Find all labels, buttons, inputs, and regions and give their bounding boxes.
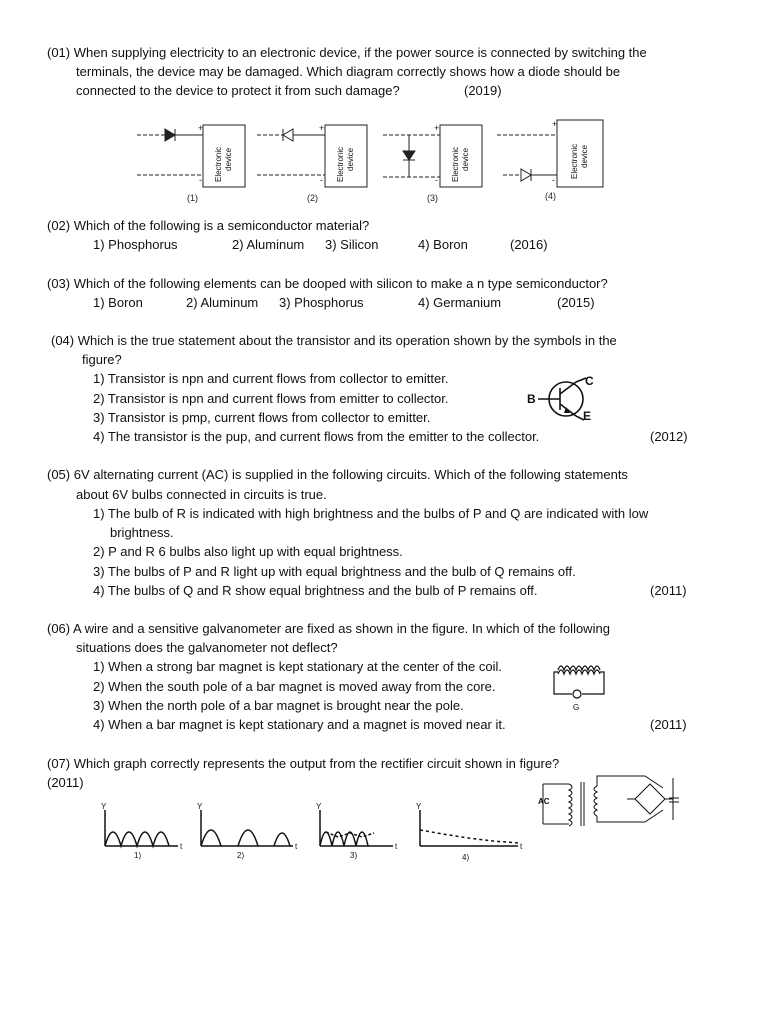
q01-text-line-3: connected to the device to protect it from such damage? [76,83,400,98]
q07-graph2-t: t [295,842,298,851]
q07-graph4-y: Y [416,802,422,811]
q02-question: (02) Which of the following is a semiconductor material? [47,218,370,233]
q06-galvanometer-label: G [573,703,580,712]
q01-text-line-1: (01) When supplying electricity to an electronic device, if the power source is connected by switching the [47,45,647,60]
q01-plus-3: + [434,123,440,133]
q01-plus-4: + [552,119,558,129]
q01-caption-4: (4) [545,191,556,201]
q01-minus-2: - [320,175,323,185]
q01-device-label-1a: Electronic [214,146,223,182]
q04-option-2: 2) Transistor is npn and current flows from emitter to collector. [93,391,449,406]
q01-minus-4: - [552,175,555,185]
q01-minus-3: - [435,175,438,185]
q07-rectifier-circuit-figure [535,762,687,832]
q05-option-2: 2) P and R 6 bulbs also light up with equal brightness. [93,544,403,559]
q03-year: (2015) [557,295,595,310]
q04-transistor-symbol [524,372,600,428]
q01-caption-1: (1) [187,193,198,203]
q05-option-1-cont: brightness. [110,525,174,540]
q07-year: (2011) [47,775,84,790]
q01-device-label-3b: device [461,147,470,171]
q06-text-line-1: (06) A wire and a sensitive galvanometer are fixed as shown in the figure. In which of the following [47,621,610,636]
q05-option-1: 1) The bulb of R is indicated with high brightness and the bulbs of P and Q are indicated with low [93,506,649,521]
q05-year: (2011) [650,583,687,598]
q07-graph4-t: t [520,842,523,851]
q03-option-2: 2) Aluminum [186,295,259,310]
q01-device-label-2a: Electronic [336,146,345,182]
q07-graph4-label: 4) [462,853,470,862]
q02-option-4: 4) Boron [418,237,468,252]
q06-text-line-2: situations does the galvanometer not deflect? [76,640,338,655]
q07-graph3-t: t [395,842,398,851]
q04-option-4: 4) The transistor is the pup, and current flows from the emitter to the collector. [93,429,540,444]
q04-option-3: 3) Transistor is pmp, current flows from collector to emitter. [93,410,431,425]
q02-option-2: 2) Aluminum [232,237,305,252]
q05-text-line-2: about 6V bulbs connected in circuits is true. [76,487,327,502]
q07-graphs-figure [98,800,528,866]
q04-text-line-2: figure? [82,352,122,367]
q06-option-3: 3) When the north pole of a bar magnet is brought near the pole. [93,698,464,713]
q01-diode-circuits-figure [135,115,615,207]
q06-year: (2011) [650,717,687,732]
q07-graph1-t: t [180,842,183,851]
q03-option-1: 1) Boron [93,295,143,310]
q01-device-label-4b: device [580,144,589,168]
q01-year: (2019) [464,83,502,98]
q01-caption-2: (2) [307,193,318,203]
q01-plus-1: + [198,123,204,133]
q04-label-b: B [527,392,536,406]
q06-coil-galvanometer-figure [550,660,608,722]
q01-device-label-2b: device [346,147,355,171]
q01-device-label-3a: Electronic [451,146,460,182]
q05-option-4: 4) The bulbs of Q and R show equal brightness and the bulb of P remains off. [93,583,538,598]
q07-graph3-label: 3) [350,851,358,860]
q06-option-1: 1) When a strong bar magnet is kept stationary at the center of the coil. [93,659,502,674]
q01-device-label-1b: device [224,147,233,171]
q06-option-2: 2) When the south pole of a bar magnet is moved away from the core. [93,679,496,694]
q04-label-c: C [585,374,594,388]
q07-graph2-y: Y [197,802,203,811]
q07-graph1-y: Y [101,802,107,811]
q01-device-label-4a: Electronic [570,143,579,179]
q03-option-4: 4) Germanium [418,295,502,310]
q07-question: (07) Which graph correctly represents the output from the rectifier circuit shown in figure? [47,756,560,771]
q02-year: (2016) [510,237,548,252]
q01-caption-3: (3) [427,193,438,203]
q02-option-1: 1) Phosphorus [93,237,178,252]
q07-graph2-label: 2) [237,851,245,860]
q07-graph1-label: 1) [134,851,142,860]
q04-year: (2012) [650,429,688,444]
q05-option-3: 3) The bulbs of P and R light up with equal brightness and the bulb of Q remains off. [93,564,576,579]
q03-option-3: 3) Phosphorus [279,295,364,310]
q02-option-3: 3) Silicon [325,237,379,252]
q01-minus-1: - [199,175,202,185]
q04-label-e: E [583,409,592,423]
q01-text-line-2: terminals, the device may be damaged. Which diagram correctly shows how a diode should be [76,64,621,79]
q04-option-1: 1) Transistor is npn and current flows from collector to emitter. [93,371,449,386]
q01-plus-2: + [319,123,325,133]
q06-option-4: 4) When a bar magnet is kept stationary and a magnet is moved near it. [93,717,506,732]
q03-question: (03) Which of the following elements can be dooped with silicon to make a n type semiconductor? [47,276,608,291]
q07-ac-label: AC [538,797,550,806]
q04-text-line-1: (04) Which is the true statement about the transistor and its operation shown by the symbols in the [51,333,617,348]
q05-text-line-1: (05) 6V alternating current (AC) is supplied in the following circuits. Which of the following statements [47,467,628,482]
q07-graph3-y: Y [316,802,322,811]
